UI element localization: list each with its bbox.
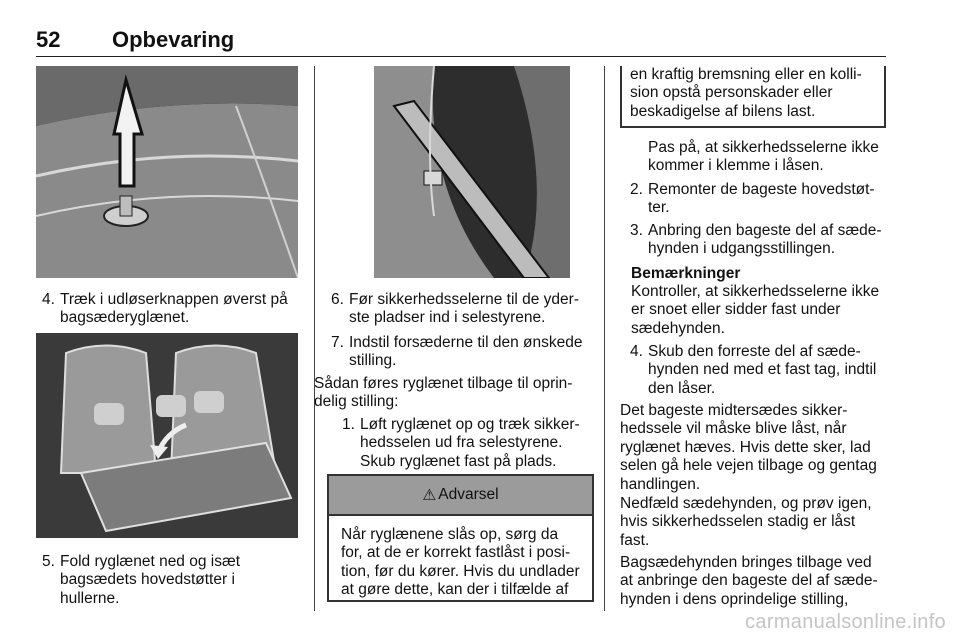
step-number: 3. [630,222,643,239]
step-number: 6. [331,291,344,308]
retry-paragraph: Nedfæld sædehynden, og prøv igen, hvis sikkerhedsselen stadig er låst fast. [620,495,872,549]
warning-title: Advarsel [438,486,499,503]
figure-folded-seats [36,333,298,538]
section-title: Opbevaring [112,27,235,52]
step-text: Fold ryglænet ned og isæt bagsædets hovedstøtter i hullerne. [60,553,241,607]
step-text: Skub den forreste del af sæde- hynden ned med et fast tag, indtil den låser. [648,343,877,397]
header-rule [36,56,886,57]
remarks-text: Kontroller, at sikkerhedsselerne ikke er snoet eller sidder fast under sædehynden. [631,283,880,337]
page-number: 52 [36,27,61,52]
warning-continued-box: en kraftig bremsning eller en kolli- sion opstå personskader eller beskadigelse af bilens last. [620,66,886,128]
step-text: Indstil forsæderne til den ønskede stilling. [349,334,583,370]
seatbelt-guide-illustration [374,66,570,278]
headrest-release-illustration [36,66,298,278]
cushion-return-paragraph: Bagsædehynden bringes tilbage ved at anbringe den bageste del af sæde- hynden i dens oprindelige stilling, [620,554,878,608]
restore-intro-paragraph: Sådan føres ryglænet tilbage til oprin- delig stilling: [314,375,573,411]
remarks-heading: Bemærkninger [631,265,741,282]
step-number: 4. [630,343,643,360]
step-text: Løft ryglænet op og træk sikker- hedsselen ud fra selestyrene. Skub ryglænet fast på plads. [360,416,580,470]
warning-box [327,474,594,602]
column-separator-1 [314,66,315,611]
step-text: Træk i udløserknappen øverst på bagsæderyglænet. [60,291,288,327]
step-text: Anbring den bageste del af sæde- hynden i udgangsstillingen. [648,222,882,258]
folded-seats-illustration [36,333,298,538]
middle-belt-paragraph: Det bageste midtersædes sikker- hedssele vil måske blive låst, når ryglænet hæves. Hvis dette sker, lad selen gå hele vejen tilbage og gentag handlingen. [620,402,877,493]
watermark-logo: carmanualsonline.info [745,611,946,633]
step-number: 5. [42,553,55,570]
figure-seatbelt-guide [374,66,570,278]
warning-icon: ⚠ [422,486,437,504]
step-number: 2. [630,181,643,198]
seatbelt-caution-paragraph: Pas på, at sikkerhedsselerne ikke kommer i klemme i låsen. [648,139,879,175]
step-number: 7. [331,334,344,351]
step-text: Før sikkerhedsselerne til de yder- ste pladser ind i selestyrene. [349,291,579,327]
warning-text: Når ryglænene slås op, sørg da for, at de er korrekt fastlåst i posi- tion, før du kører. Hvis du undlader at gøre dette, kan der i tilfælde af [341,526,580,599]
step-text: Remonter de bageste hovedstøt- ter. [648,181,875,217]
warning-header [329,476,592,516]
step-number: 1. [342,416,355,433]
figure-headrest-release [36,66,298,278]
step-number: 4. [42,291,55,308]
